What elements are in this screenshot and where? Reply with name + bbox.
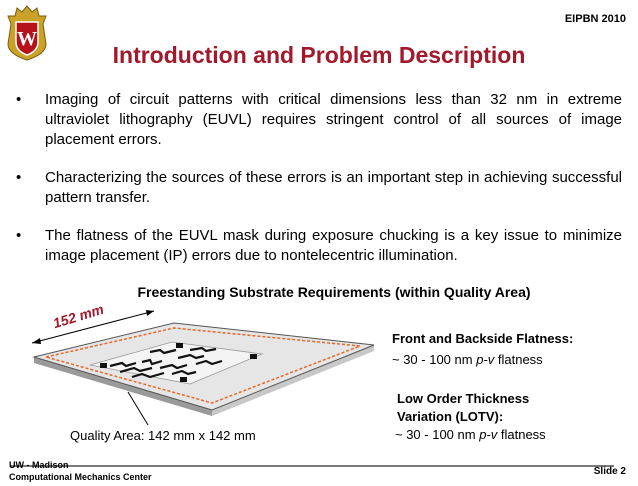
caption-leader xyxy=(128,392,148,425)
bullet-text: Characterizing the sources of these errors is an important step in achieving successful pattern transfer. xyxy=(45,169,622,206)
flatness-value-suffix: flatness xyxy=(494,352,543,367)
svg-text:W: W xyxy=(17,28,37,50)
footer-divider xyxy=(10,465,614,467)
flatness-value-prefix: ~ 30 - 100 nm xyxy=(392,352,477,367)
quality-area-caption: Quality Area: 142 mm x 142 mm xyxy=(70,428,256,443)
conference-label: EIPBN 2010 xyxy=(564,13,626,25)
flatness-value-unit: p-v xyxy=(476,352,495,367)
dimension-label: 152 mm xyxy=(51,300,106,332)
slide-number: Slide 2 xyxy=(593,466,626,477)
bullet-symbol: • xyxy=(16,169,22,186)
bullet-symbol: • xyxy=(16,227,22,244)
flatness-value xyxy=(392,352,543,367)
bullet-text: The flatness of the EUVL mask during exposure chucking is a key issue to minimize image placement (IP) errors due to nontelecentric illumination. xyxy=(45,227,622,264)
lotv-value-prefix: ~ 30 - 100 nm xyxy=(395,427,480,442)
bullet-symbol: • xyxy=(16,91,22,108)
bullet-item xyxy=(16,168,622,208)
bullet-item xyxy=(16,226,622,266)
dimension-arrowhead-right xyxy=(146,310,154,316)
lotv-value xyxy=(395,427,546,442)
dimension-arrowhead-left xyxy=(32,338,41,344)
section-heading: Freestanding Substrate Requirements (within Quality Area) xyxy=(137,284,531,300)
lotv-value-unit: p-v xyxy=(479,427,498,442)
footer-org: Computational Mechanics Center xyxy=(9,472,152,482)
bullet-text: Imaging of circuit patterns with critical dimensions less than 32 nm in extreme ultraviolet lithography (EUVL) requires stringent control of all sources of image placement errors. xyxy=(45,91,622,148)
lotv-value-suffix: flatness xyxy=(497,427,546,442)
flatness-title: Front and Backside Flatness: xyxy=(392,331,574,346)
footer-org: UW - Madison xyxy=(9,460,69,470)
lotv-title: Low Order Thickness xyxy=(397,391,530,406)
lotv-title: Variation (LOTV): xyxy=(397,409,504,424)
bullet-item xyxy=(16,90,622,150)
slide-title: Introduction and Problem Description xyxy=(112,42,526,68)
